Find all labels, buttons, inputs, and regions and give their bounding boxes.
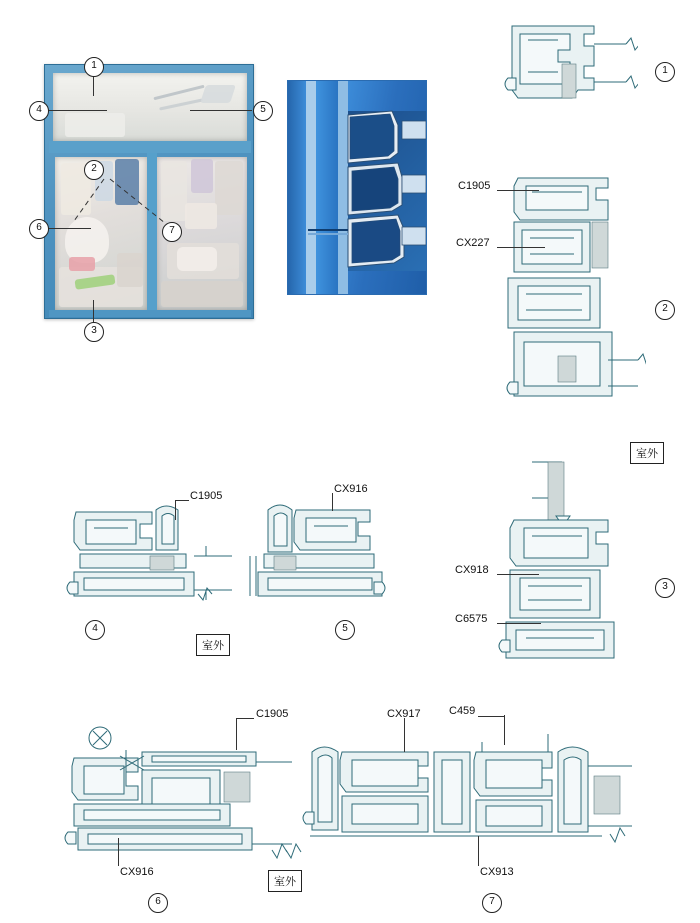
leader-cx918-s3: [497, 574, 539, 575]
section-7-drawing: [302, 716, 642, 876]
callout-section-5[interactable]: 5: [335, 620, 355, 640]
leader-c1905-s6-v: [236, 718, 237, 750]
code-label-c1905-s6: C1905: [256, 708, 289, 720]
profile-3d-render: [287, 80, 427, 295]
section-2-drawing: [496, 160, 646, 440]
section-5-drawing: [248, 492, 448, 618]
callout-5[interactable]: 5: [253, 101, 273, 121]
outdoor-label-bottom: 室外: [268, 870, 302, 892]
code-label-c459-s7: C459: [449, 705, 476, 717]
leader-c1905-s6-h: [236, 718, 254, 719]
callout-4[interactable]: 4: [29, 101, 49, 121]
code-label-cx227-s2: CX227: [456, 237, 490, 249]
leader-callout-5: [190, 110, 252, 111]
leader-c6575-s3: [497, 623, 541, 624]
code-label-cx916-s5: CX916: [334, 483, 368, 495]
callout-section-7[interactable]: 7: [482, 893, 502, 913]
code-label-cx917-s7: CX917: [387, 708, 421, 720]
outdoor-label-middle: 室外: [196, 634, 230, 656]
leader-c1905-s4-v: [175, 500, 176, 520]
section-3-drawing: [496, 458, 646, 673]
code-label-c1905-s2: C1905: [458, 180, 491, 192]
callout-section-2[interactable]: 2: [655, 300, 675, 320]
code-label-cx918-s3: CX918: [455, 564, 489, 576]
callout-section-4[interactable]: 4: [85, 620, 105, 640]
callout-1[interactable]: 1: [84, 57, 104, 77]
leader-callout-2-7: [70, 165, 190, 260]
callout-7[interactable]: 7: [162, 222, 182, 242]
leader-cx227-s2: [497, 247, 545, 248]
leader-cx913-s7: [478, 836, 479, 866]
leader-c1905-s4-h: [175, 500, 189, 501]
leader-cx916-s6: [118, 838, 119, 866]
callout-3[interactable]: 3: [84, 322, 104, 342]
photo-transom-glass: [53, 73, 247, 141]
section-6-drawing: [60, 716, 310, 876]
render-section-geometry: [346, 109, 427, 275]
leader-callout-3: [93, 300, 94, 322]
callout-2[interactable]: 2: [84, 160, 104, 180]
callout-section-6[interactable]: 6: [148, 893, 168, 913]
leader-cx916-s5: [332, 493, 333, 511]
code-label-c6575-s3: C6575: [455, 613, 488, 625]
code-label-cx916-s6: CX916: [120, 866, 154, 878]
callout-6[interactable]: 6: [29, 219, 49, 239]
leader-c459-s7-h: [478, 716, 505, 717]
callout-section-3[interactable]: 3: [655, 578, 675, 598]
leader-c1905-s2: [497, 190, 539, 191]
leader-callout-1: [93, 74, 94, 96]
leader-callout-4: [47, 110, 107, 111]
code-label-cx913-s7: CX913: [480, 866, 514, 878]
section-1-drawing: [498, 20, 638, 120]
code-label-c1905-s4: C1905: [190, 490, 223, 502]
section-4-drawing: [66, 498, 266, 618]
outdoor-label-section-2: 室外: [630, 442, 664, 464]
leader-cx917-s7: [404, 718, 405, 752]
leader-c459-s7-v: [504, 715, 505, 745]
callout-section-1[interactable]: 1: [655, 62, 675, 82]
